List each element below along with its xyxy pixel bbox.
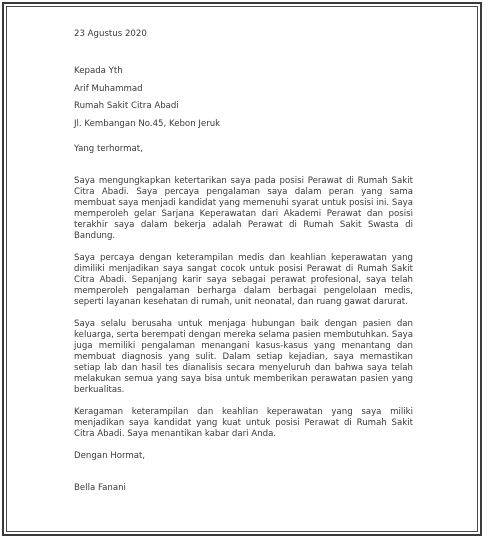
- cover-letter: [74, 29, 413, 494]
- body-paragraph-3: Saya selalu berusaha untuk menjaga hubungan baik dengan pasien dan keluarga, serta berempati dengan mereka selama pasien membutuhkan. Saya juga memiliki pengalaman menangani kasus-kasus yang menantang dan membuat diagnosis yang sulit. Dalam setiap kejadian, saya memastikan setiap lab dan hasil tes dianalisis secara menyeluruh dan bahwa saya telah melakukan semua yang saya bisa untuk memberikan perawatan pasien yang berkualitas.: [74, 319, 413, 395]
- body-paragraph-4: Keragaman keterampilan dan keahlian keperawatan yang saya miliki menjadikan saya kandidat yang kuat untuk posisi Perawat di Rumah Sakit Citra Abadi. Saya menantikan kabar dari Anda.: [74, 407, 413, 439]
- letter-date: 23 Agustus 2020: [74, 29, 147, 39]
- recipient-address: Jl. Kembangan No.45, Kebon Jeruk: [74, 118, 221, 129]
- body-paragraph-2: Saya percaya dengan keterampilan medis dan keahlian keperawatan yang dimiliki menjadikan saya sangat cocok untuk posisi Perawat di Rumah Sakit Citra Abadi. Sepanjang karir saya sebagai perawat profesional, saya telah memperoleh pengalaman berharga dalam berbagai pengelolaan medis, seperti layanan kesehatan di rumah, unit neonatal, dan ruang gawat darurat.: [74, 253, 413, 307]
- letter-closing: Dengan Hormat,: [74, 451, 146, 461]
- recipient-block: [74, 63, 413, 133]
- body-paragraph-1: Saya mengungkapkan ketertarikan saya pada posisi Perawat di Rumah Sakit Citra Abadi. Saya percaya pengalaman saya dalam peran yang sama membuat saya menjadi kandidat yang memenuhi syarat untuk posisi ini. Saya memperoleh gelar Sarjana Keperawatan dari Akademi Perawat dan posisi terakhir saya dalam bekerja adalah Perawat di Rumah Sakit Swasta di Bandung.: [74, 176, 413, 241]
- letter-greeting: Yang terhormat,: [74, 144, 143, 154]
- letter-body: [74, 176, 413, 440]
- letter-signature: Bella Fanani: [74, 483, 126, 493]
- recipient-organization: Rumah Sakit Citra Abadi: [74, 101, 179, 111]
- recipient-name: Arif Muhammad: [74, 83, 143, 94]
- recipient-salutation: Kepada Yth: [74, 66, 123, 76]
